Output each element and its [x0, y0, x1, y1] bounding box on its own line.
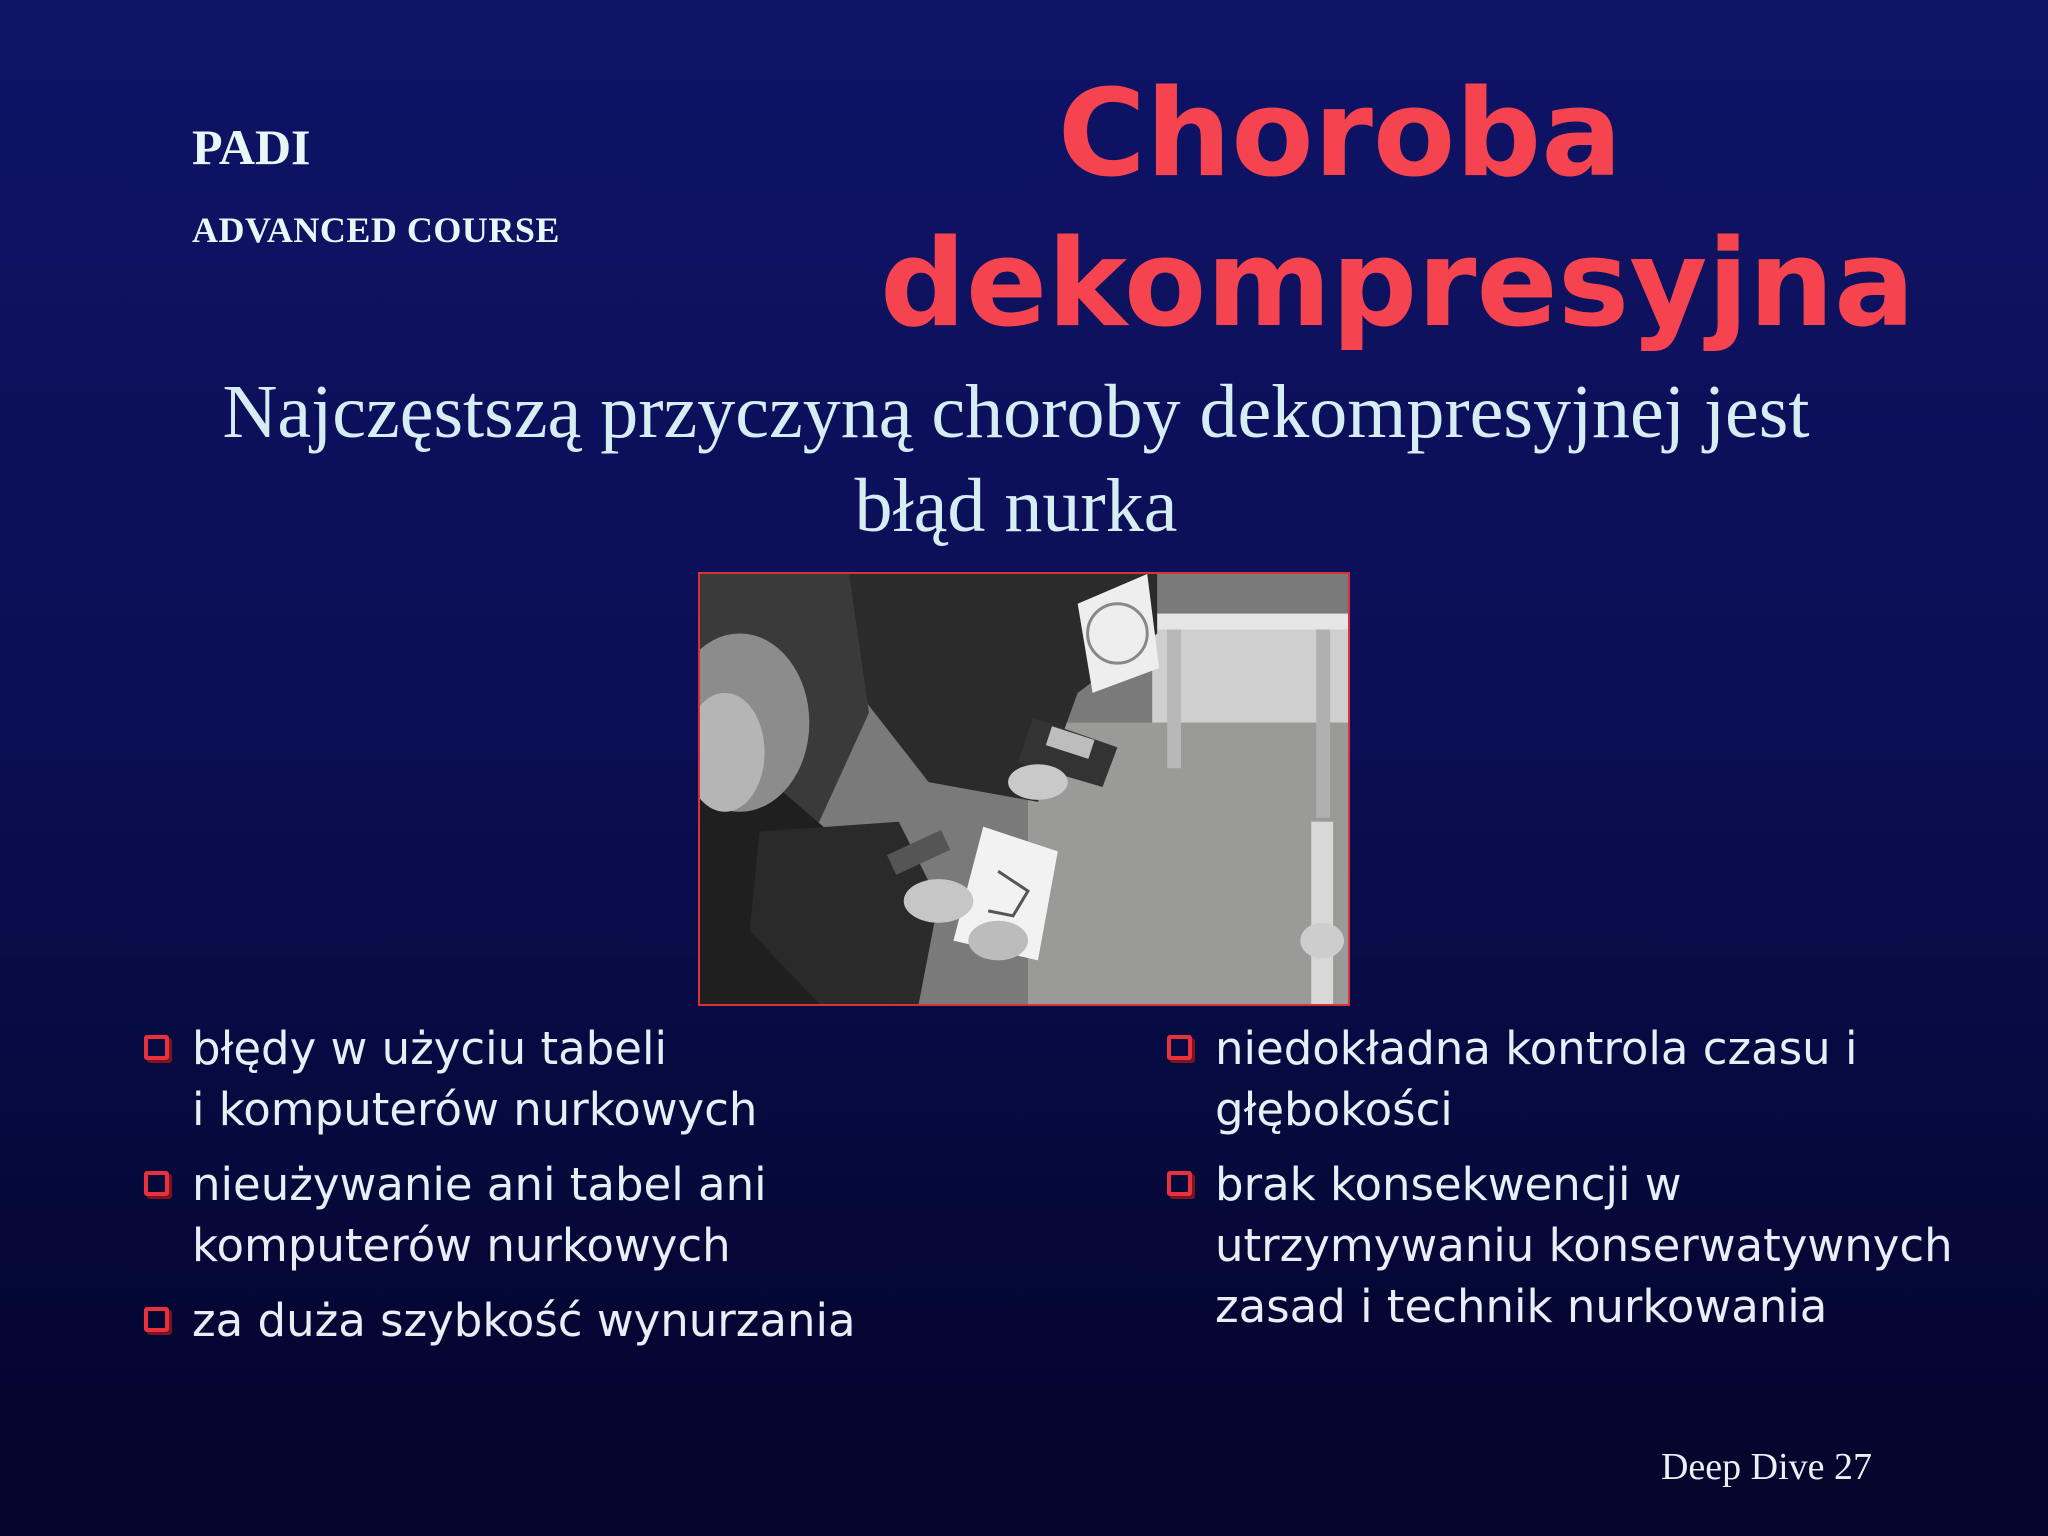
bullet-box-icon: [1167, 1171, 1192, 1196]
bullet-text-line: komputerów nurkowych: [192, 1219, 731, 1272]
bullet-text-line: brak konsekwencji w: [1215, 1158, 1682, 1211]
bullet-text-line: za duża szybkość wynurzania: [192, 1294, 856, 1347]
bullet-list-right: [1163, 1018, 2003, 1351]
course-subtitle: ADVANCED COURSE: [192, 210, 560, 250]
slide-title: Choroba dekompresyjna: [880, 65, 1915, 354]
list-item: [140, 1290, 940, 1351]
list-item: [1163, 1154, 2003, 1337]
list-item: [140, 1018, 940, 1140]
divers-planning-photo-icon: [700, 574, 1348, 1004]
bullet-box-icon: [144, 1307, 169, 1332]
brand-title: PADI: [192, 119, 311, 175]
bullet-text-line: błędy w użyciu tabeli: [192, 1022, 667, 1075]
slide-subtitle: [120, 365, 1912, 553]
bullet-text-line: głębokości: [1215, 1083, 1453, 1136]
bullet-text-line: niedokładna kontrola czasu i: [1215, 1022, 1858, 1075]
bullet-text-line: nieużywanie ani tabel ani: [192, 1158, 767, 1211]
list-item: [140, 1154, 940, 1276]
bullet-box-icon: [144, 1171, 169, 1196]
subtitle-line-1: Najczęstszą przyczyną choroby dekompresyjnej jest: [222, 370, 1810, 454]
bullet-text-line: i komputerów nurkowych: [192, 1083, 758, 1136]
bullet-text-line: zasad i technik nurkowania: [1215, 1280, 1828, 1333]
bullet-list-left: [140, 1018, 940, 1365]
list-item: [1163, 1018, 2003, 1140]
bullet-box-icon: [144, 1035, 169, 1060]
divers-photo: [698, 572, 1350, 1006]
slide-footer: Deep Dive 27: [1660, 1446, 1872, 1488]
bullet-box-icon: [1167, 1035, 1192, 1060]
bullet-text-line: utrzymywaniu konserwatywnych: [1215, 1219, 1953, 1272]
subtitle-line-2: błąd nurka: [854, 464, 1178, 548]
